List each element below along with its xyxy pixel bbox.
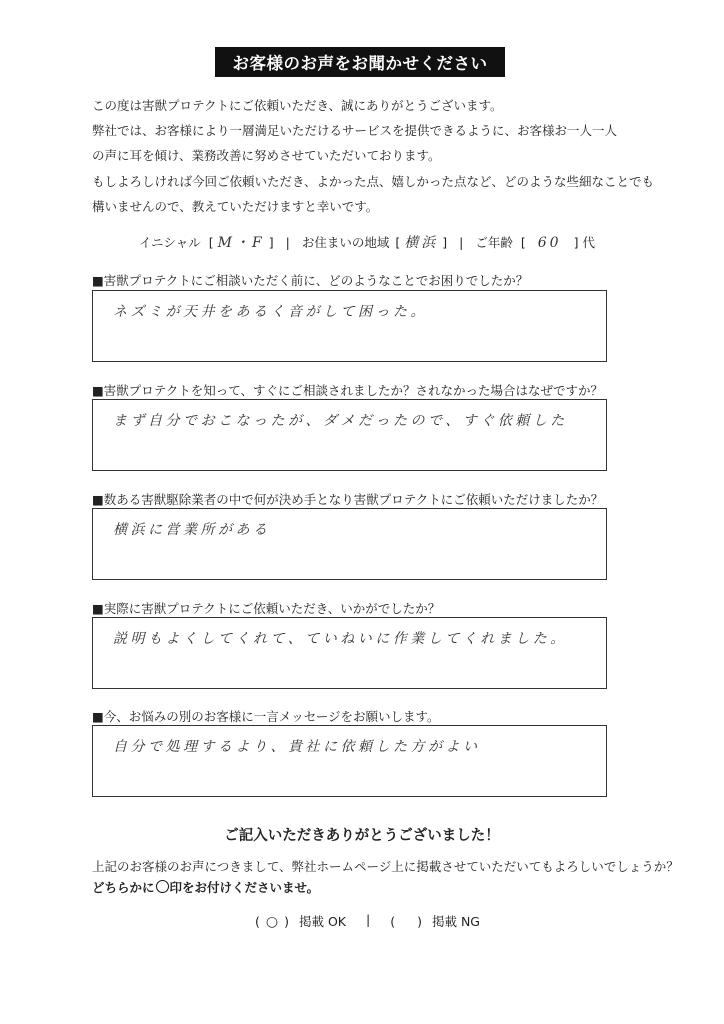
intro-line-2: 弊社では、お客様により一層満足いただけるサービスを提供できるように、お客様お一人一人: [92, 123, 618, 138]
bracket-close: ]: [573, 235, 579, 250]
question-1-label: ■害獣プロテクトにご相談いただく前に、どのようなことでお困りでしたか？: [92, 273, 529, 288]
answer-4-box[interactable]: [92, 617, 607, 689]
answer-2-box[interactable]: [92, 399, 607, 471]
publish-permission-question: 上記のお客様のお声につきまして、弊社ホームページ上に掲載させていただいてもよろしいでしょうか？: [92, 859, 679, 874]
initial-label: イニシャル: [139, 235, 201, 250]
answer-5-text: 自分で処理するより、貴社に依頼した方がよい: [113, 739, 481, 755]
choice-ok-label: 掲載 OK: [298, 914, 346, 929]
intro-line-5: 構いませんので、教えていただけますと幸いです。: [92, 199, 379, 214]
question-4-label: ■実際に害獣プロテクトにご依頼いただき、いかがでしたか？: [92, 601, 441, 616]
answer-3-text: 横浜に営業所がある: [113, 522, 271, 538]
answer-1-box[interactable]: [92, 290, 607, 362]
bracket-open: [: [395, 235, 401, 250]
circle-icon: [156, 880, 169, 893]
instruction-pre: どちらかに: [92, 880, 155, 895]
instruction-post: 印をお付けくださいませ。: [169, 880, 320, 895]
answer-4-text: 説明もよくしてくれて、ていねいに作業してくれました。: [113, 631, 568, 647]
bracket-open: [: [208, 235, 214, 250]
bracket-close: ]: [442, 235, 448, 250]
answer-5-box[interactable]: [92, 725, 607, 797]
answer-2-text: まず自分でおこなったが、ダメだったので、すぐ依頼した: [113, 413, 568, 429]
publish-choices: [255, 912, 480, 930]
age-value: 60: [537, 235, 562, 251]
choice-ng[interactable]: ( ) 掲載 NG: [390, 914, 480, 929]
area-label: お住まいの地域: [301, 235, 390, 250]
bracket-close: ]: [268, 235, 274, 250]
intro-line-3: の声に耳を傾け、業務改善に努めさせていただいております。: [92, 148, 441, 163]
answer-3-box[interactable]: [92, 508, 607, 580]
page-title: お客様のお声をお聞かせください: [215, 47, 505, 77]
publish-instruction: [92, 878, 319, 896]
age-suffix: 代: [582, 235, 595, 250]
choice-ng-label: 掲載 NG: [431, 914, 480, 929]
question-5-label: ■今、お悩みの別のお客様に一言メッセージをお願いします。: [92, 709, 440, 724]
respondent-info: [139, 232, 595, 252]
thanks-message: ご記入いただきありがとうございました！: [224, 828, 500, 844]
choice-ok-mark: ○: [265, 914, 279, 930]
area-value: 横浜: [404, 235, 439, 251]
intro-line-1: この度は害獣プロテクトにご依頼いただき、誠にありがとうございます。: [92, 98, 503, 113]
bracket-open: [: [520, 235, 526, 250]
question-3-label: ■数ある害獣駆除業者の中で何が決め手となり害獣プロテクトにご依頼いただけましたか？: [92, 492, 604, 507]
separator: |: [459, 235, 464, 250]
choice-ok[interactable]: ( ○ ) 掲載 OK: [255, 914, 346, 930]
intro-line-4: もしよろしければ今回ご依頼いただき、よかった点、嬉しかった点など、どのような些細なことでも: [92, 174, 655, 189]
choice-separator: |: [366, 912, 371, 927]
initial-value: M・F: [217, 235, 265, 251]
question-2-label: ■害獣プロテクトを知って、すぐにご相談されましたか？されなかった場合はなぜですか？: [92, 383, 604, 398]
age-label: ご年齢: [475, 235, 513, 250]
answer-1-text: ネズミが天井をあるく音がして困った。: [113, 304, 428, 320]
separator: |: [285, 235, 290, 250]
